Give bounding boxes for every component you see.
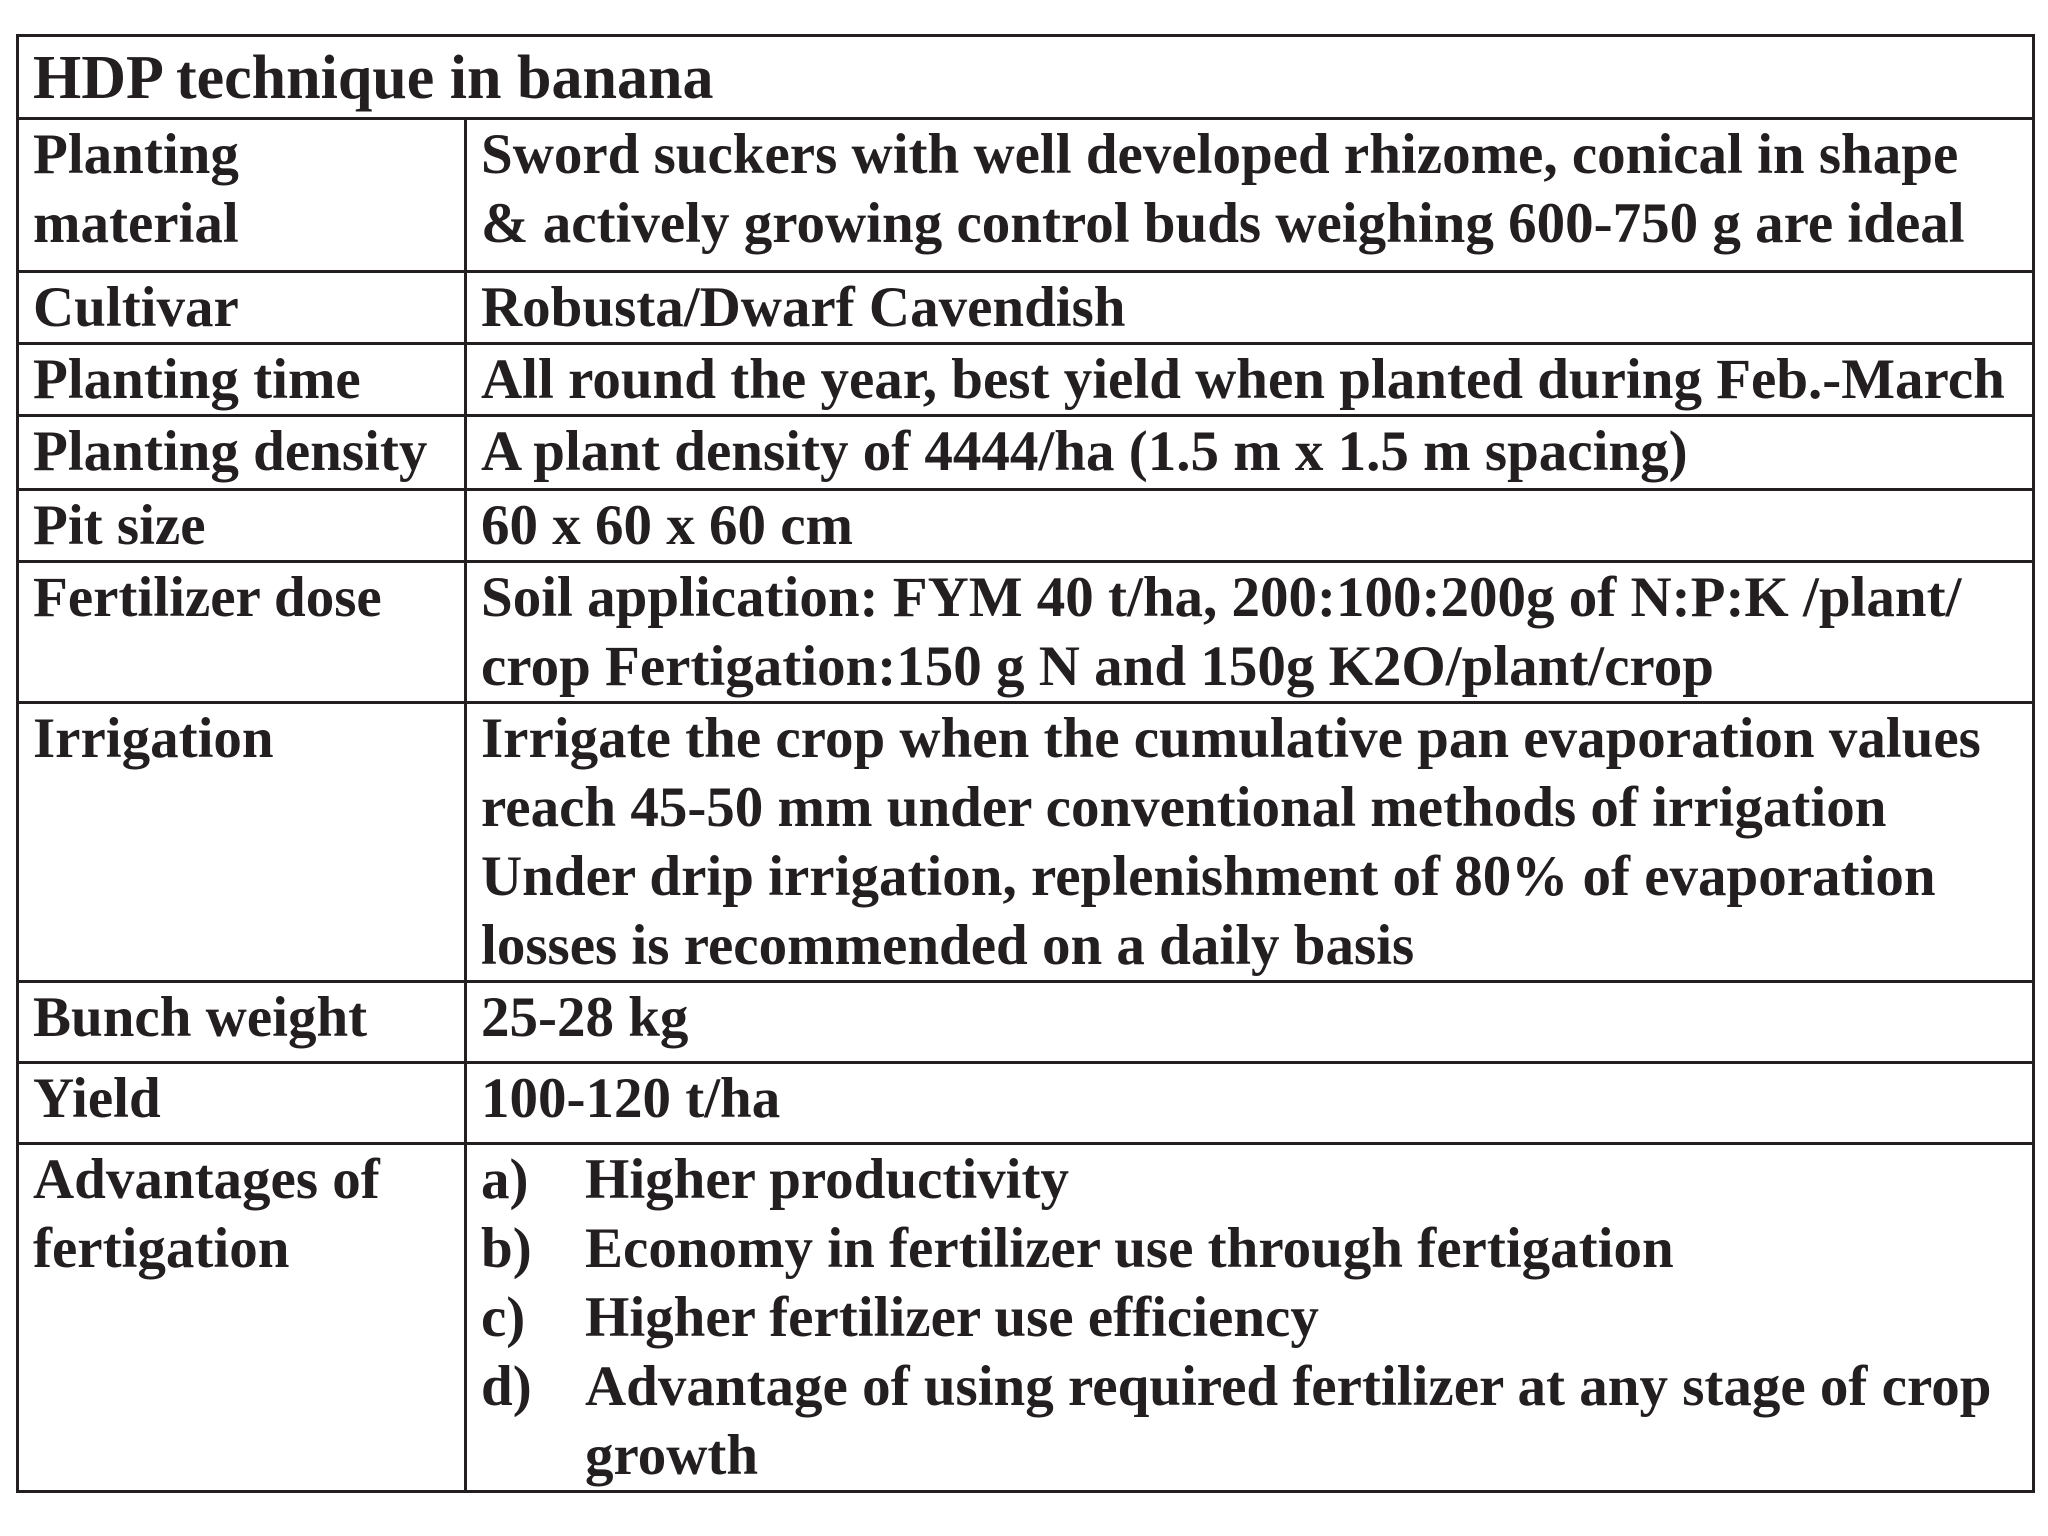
list-item-text: growth	[585, 1424, 759, 1487]
value-line: 25-28 kg	[481, 986, 689, 1049]
row-label	[18, 490, 466, 562]
table-row-bunch-weight	[18, 982, 2034, 1063]
label-line: Planting	[33, 123, 239, 186]
row-label	[18, 562, 466, 703]
label-line: Pit size	[33, 494, 206, 557]
list-item-text: Economy in fertilizer use through fertigation	[585, 1217, 1674, 1280]
list-marker: d)	[481, 1355, 532, 1418]
value-line: Under drip irrigation, replenishment of 80% of evaporation	[481, 845, 1936, 908]
value-line: 100-120 t/ha	[481, 1067, 781, 1130]
label-line: Irrigation	[33, 707, 274, 770]
value-line: & actively growing control buds weighing 600-750 g are ideal	[481, 192, 1965, 255]
list-item	[481, 1283, 2032, 1352]
row-label	[18, 1144, 466, 1492]
row-value	[466, 416, 2034, 490]
table-row-irrigation	[18, 703, 2034, 982]
row-label	[18, 119, 466, 272]
value-line: Robusta/Dwarf Cavendish	[481, 276, 1126, 339]
label-line: Advantages of	[33, 1148, 380, 1211]
table-title: HDP technique in banana	[18, 36, 2034, 119]
value-line: 60 x 60 x 60 cm	[481, 494, 854, 557]
row-value	[466, 272, 2034, 344]
list-marker: b)	[481, 1217, 532, 1280]
row-label	[18, 344, 466, 416]
row-value	[466, 982, 2034, 1063]
row-value	[466, 490, 2034, 562]
table-row-pit-size	[18, 490, 2034, 562]
value-line: Soil application: FYM 40 t/ha, 200:100:200g of N:P:K /plant/	[481, 566, 1962, 629]
row-value	[466, 703, 2034, 982]
value-line: losses is recommended on a daily basis	[481, 914, 1415, 977]
list-item-text: Higher productivity	[585, 1148, 1069, 1211]
list-item	[481, 1214, 2032, 1283]
value-line: All round the year, best yield when planted during Feb.-March	[481, 348, 2005, 411]
table-title-row	[18, 36, 2034, 119]
row-label	[18, 272, 466, 344]
row-value	[466, 119, 2034, 272]
row-value	[466, 1063, 2034, 1144]
row-label	[18, 982, 466, 1063]
value-line: Irrigate the crop when the cumulative pan evaporation values	[481, 707, 1981, 770]
list-marker: a)	[481, 1148, 529, 1211]
value-line: crop Fertigation:150 g N and 150g K2O/plant/crop	[481, 635, 1714, 698]
value-line: Sword suckers with well developed rhizome, conical in shape	[481, 123, 1959, 186]
row-label	[18, 1063, 466, 1144]
list-item-text: Advantage of using required fertilizer at any stage of crop	[585, 1355, 1992, 1418]
table-row-advantages	[18, 1144, 2034, 1492]
value-line: reach 45-50 mm under conventional methods of irrigation	[481, 776, 1887, 839]
label-line: Planting time	[33, 348, 361, 411]
row-label	[18, 703, 466, 982]
table-row-planting-time	[18, 344, 2034, 416]
table-row-planting-material	[18, 119, 2034, 272]
advantages-list	[466, 1144, 2034, 1492]
table-row-planting-density	[18, 416, 2034, 490]
row-value	[466, 562, 2034, 703]
label-line: Cultivar	[33, 276, 239, 339]
hdp-technique-table	[16, 34, 2035, 1493]
list-item-text: Higher fertilizer use efficiency	[585, 1286, 1319, 1349]
list-item	[481, 1145, 2032, 1214]
table-row-fertilizer-dose	[18, 562, 2034, 703]
list-marker: c)	[481, 1286, 526, 1349]
label-line: material	[33, 192, 239, 255]
table-row-yield	[18, 1063, 2034, 1144]
label-line: Fertilizer dose	[33, 566, 382, 629]
label-line: Yield	[33, 1067, 161, 1130]
row-label	[18, 416, 466, 490]
row-value	[466, 344, 2034, 416]
table-row-cultivar	[18, 272, 2034, 344]
label-line: Planting density	[33, 420, 428, 483]
value-line: A plant density of 4444/ha (1.5 m x 1.5 m spacing)	[481, 420, 1688, 483]
list-item	[481, 1352, 2032, 1490]
label-line: fertigation	[33, 1217, 290, 1280]
label-line: Bunch weight	[33, 986, 368, 1049]
